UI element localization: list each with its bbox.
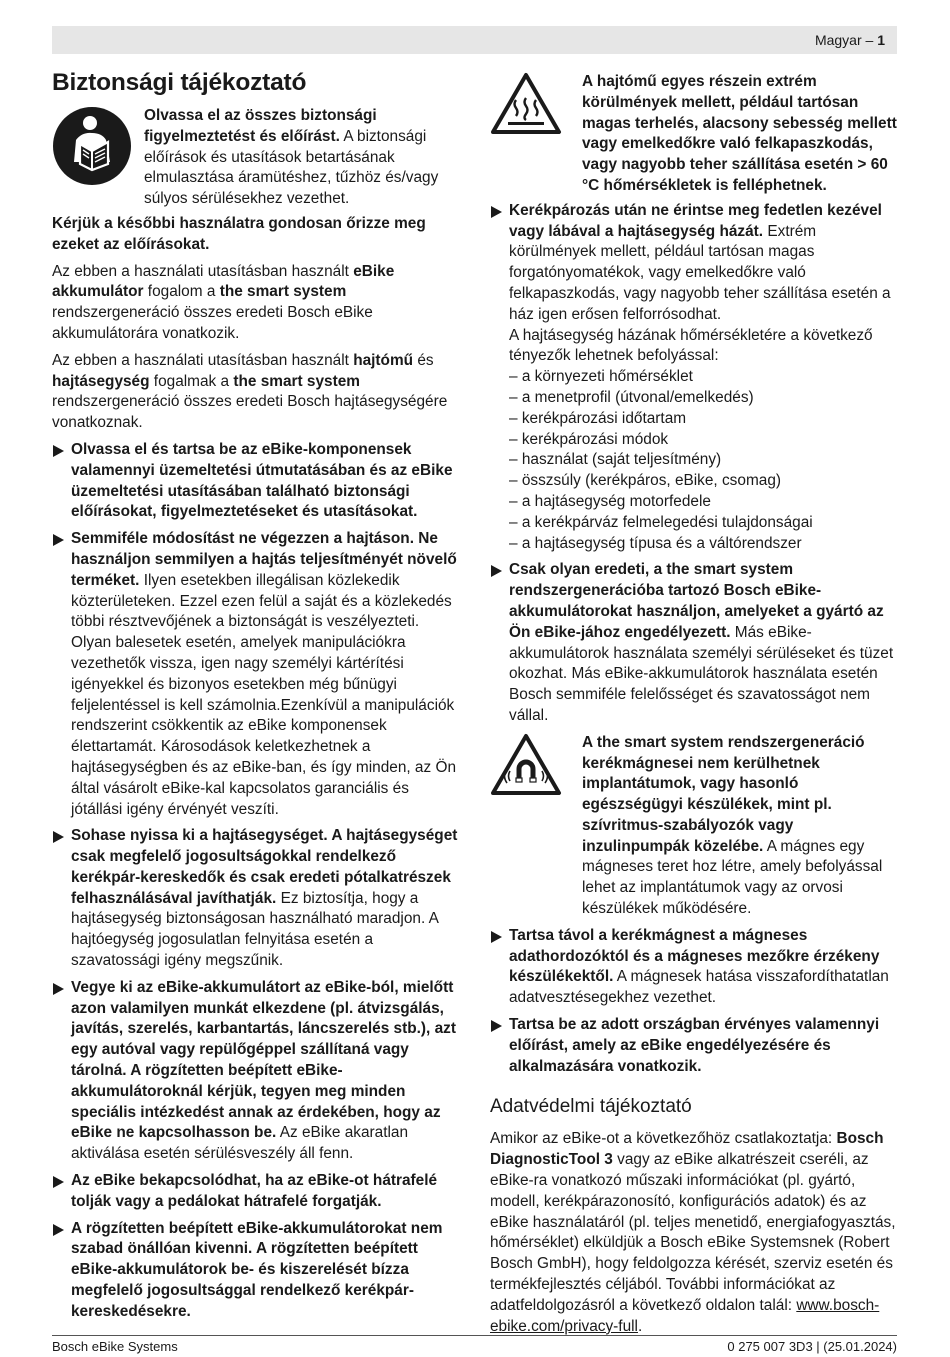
bullet-bold: Vegye ki az eBike-akkumulátort az eBike-ból, mielőtt azon valamilyen munkát elkezdene (pl. átvizsgálás, javítás, szerelés, karbantartás, láncszerelés stb.), azt egy autóval vagy repülőgéppel szállítaná vagy tárolná. A rögzítetten beépített eBike-akkumulátoroknál kérjük, tegyen meg minden speciális intézkedést annak az érdekében, hogy az eBike ne kapcsolhasson be. <box>71 978 456 1142</box>
bullet-arrow-icon <box>53 445 64 457</box>
privacy-section-title: Adatvédelmi tájékoztató <box>490 1096 692 1118</box>
page-number: 1 <box>877 32 885 48</box>
p1-text-c: fogalom a <box>143 283 220 301</box>
p2-text-a: Az ebben a használati utasításban használt <box>52 351 354 369</box>
magnet-implant-warning-icon <box>490 733 582 804</box>
magnet-warning-block <box>490 733 898 920</box>
safety-bullet <box>52 1219 458 1323</box>
p1-term-battery: eBike akkumulátor <box>52 262 395 301</box>
list-item: – a kerékpárváz felmelegedési tulajdonságai <box>509 513 813 531</box>
bullet-arrow-icon <box>491 931 502 943</box>
page-header-bar <box>52 26 897 54</box>
manual-reading-icon <box>52 106 144 193</box>
list-item: – a hajtásegység típusa és a váltórendszer <box>509 534 802 552</box>
bullet-arrow-icon <box>53 983 64 995</box>
safety-bullet <box>490 1015 898 1077</box>
magnet-warning-text <box>582 733 898 920</box>
footer-company: Bosch eBike Systems <box>52 1339 178 1354</box>
left-column <box>52 68 458 1329</box>
bullet-text: Ez biztosítja, hogy a hajtásegység biztonságosan használható maradjon. A hajtóegység jogosulatlan felnyitása esetén a szavatossági igény megszűnik. <box>71 889 439 970</box>
safety-bullet <box>52 440 458 523</box>
hot-surface-warning-text: A hajtómű egyes részein extrém körülmények mellett, például tartósan magas terhelés, alacsony sebesség mellett vagy emelkedőkre való felkapaszkodás, vagy nagyobb teher szállítása esetén > 60 °C hőmérsékletek is felléphetnek. <box>582 73 897 194</box>
magnet-warning-body: A mágnes egy mágneses teret hoz létre, amely befolyással lehet az implantátumok vagy az orvosi készülékek működésére. <box>582 837 883 918</box>
bullet-arrow-icon <box>53 1176 64 1188</box>
right-column <box>490 72 898 1343</box>
p2-text-c: és <box>413 351 434 369</box>
safety-bullet <box>52 826 458 972</box>
bullet-text: A mágnesek hatása visszafordíthatatlan adatvesztésegekhez vezethet. <box>509 968 889 1007</box>
list-item: – összsúly (kerékpáros, eBike, csomag) <box>509 472 782 490</box>
privacy-text-c: vagy az eBike alkatrészeit cseréli, az eBike-ra vonatkozó műszaki információkat (pl. gyártó, modell, kerékpárazonosító, konfigurációs adatok) és az eBike használatáról (pl. teljes menetidő, energiafogyasztás, hőmérséklet) elküldjük a Bosch eBike Systemsnek (Robert Bosch GmbH), hogy feldolgozza kérését, szerviz esetén és termékfejlesztés céljából. További információkat az adatfeldolgozásról a következő oldalon talál: <box>490 1151 896 1314</box>
page-header-text <box>815 32 885 48</box>
safety-bullet-original-battery <box>490 560 898 726</box>
privacy-tool-name: Bosch DiagnosticTool 3 <box>490 1130 884 1169</box>
page-title: Biztonsági tájékoztató <box>52 69 307 96</box>
list-item: – használat (saját teljesítmény) <box>509 451 722 469</box>
footer-document-id: 0 275 007 3D3 | (25.01.2024) <box>727 1339 897 1354</box>
bullet-bold: Tartsa be az adott országban érvényes valamennyi előírást, amely az eBike engedélyezésére és alkalmazására vonatkozik. <box>509 1016 880 1075</box>
p2-text-g: rendszergeneráció összes eredeti Bosch hajtásegységére vonatkoznak. <box>52 393 448 432</box>
header-separator: – <box>861 32 878 48</box>
bullet-bold: A rögzítetten beépített eBike-akkumulátorokat nem szabad önállóan kivenni. A rögzítetten beépített eBike-akkumulátorok be- és kiszerelését bízza megfelelő jogosultsággal rendelkező kerékpár-kereskedésekre. <box>71 1219 443 1320</box>
intro-bold: Olvassa el az összes biztonsági figyelmeztetést és előírást. <box>144 107 377 145</box>
intro-block <box>52 106 458 210</box>
keep-instructions: Kérjük a későbbi használatra gondosan őrizze meg ezeket az előírásokat. <box>52 214 426 253</box>
bullet-arrow-icon <box>491 1020 502 1032</box>
p1-text-a: Az ebben a használati utasításban használt <box>52 262 354 280</box>
hot-surface-warning-icon <box>490 72 582 143</box>
p2-term-drive-unit: hajtásegység <box>52 372 150 390</box>
list-item: – kerékpározási módok <box>509 430 669 448</box>
safety-bullet <box>52 529 458 820</box>
privacy-link[interactable]: www.bosch-ebike.com/privacy-full <box>490 1296 880 1335</box>
header-language: Magyar <box>814 32 862 48</box>
bullet-text: Ilyen esetekben illegálisan közlekedik közterületeken. Ezzel ezen felül a saját és a közlekedés többi résztvevőjének a biztonságát is veszélyezteti. Olyan balesetek esetén, amelyek manipulációkra vezethetők vissza, igen nagy személyi kártérítési igényekkel és bizonyos esetekben még bűnügyi feljelentéssel is kell számolnia.Ezenkívül a manipulációk rendszerint csökkentik az eBike komponensek élettartamát. Károsodások keletkezhetnek a hajtásegységben és az eBike-ban, és így minden, az Ön által vásárolt eBike-kal kapcsolatos garanciális és jótállási igény érvényét veszíti. <box>71 571 456 818</box>
list-item: – a környezeti hőmérséklet <box>509 368 693 386</box>
list-item: – a hajtásegység motorfedele <box>509 492 711 510</box>
bullet-arrow-icon <box>491 206 502 218</box>
hot-surface-block <box>490 72 898 197</box>
p2-term-system: the smart system <box>233 372 360 390</box>
safety-bullet-hot-housing <box>490 201 898 555</box>
bullet-bold: Az eBike bekapcsolódhat, ha az eBike-ot hátrafelé tolják vagy a pedálokat hátrafelé forgatják. <box>71 1172 438 1210</box>
bullet-arrow-icon <box>53 831 64 843</box>
privacy-text-end: . <box>637 1317 643 1335</box>
p2-term-motor: hajtómű <box>353 351 414 369</box>
intro-text <box>144 106 458 210</box>
paragraph-battery-term <box>52 262 458 345</box>
safety-bullet <box>52 1171 458 1213</box>
privacy-text-a: Amikor az eBike-ot a következőhöz csatlakoztatja: <box>490 1130 837 1148</box>
bullet-bold: Olvassa el és tartsa be az eBike-komponensek valamennyi üzemeltetési útmutatásában és az eBike üzemeltetési utasításában található biztonsági előírásokat, figyelmeztetéseket és utasításokat. <box>71 440 453 521</box>
safety-bullet <box>52 978 458 1165</box>
bullet-bold: Kerékpározás után ne érintse meg fedetlen kezével vagy lábával a hajtásegység házát. <box>509 201 882 240</box>
bullet-text: Extrém körülmények mellett, például tartósan magas forgatónyomatékok, vagy emelkedőkre való felkapaszkodás, vagy nagyobb teher szállítása esetén a ház igen erősen felforrósodhat. <box>509 222 891 323</box>
bullet-bold: Semmiféle módosítást ne végezzen a hajtáson. Ne használjon semmilyen a hajtás teljesítményét növelő terméket. <box>71 530 457 589</box>
safety-bullet <box>490 926 898 1009</box>
paragraph-drive-term <box>52 351 458 434</box>
privacy-paragraph <box>490 1129 898 1337</box>
p1-text-e: rendszergeneráció összes eredeti Bosch eBike akkumulátorára vonatkozik. <box>52 304 373 342</box>
temperature-factors-list <box>509 367 898 554</box>
bullet-bold: Csak olyan eredeti, a the smart system rendszergenerációba tartozó Bosch eBike-akkumulátorokat használjon, amelyeket a gyártó az Ön eBike-jához engedélyezett. <box>509 561 884 641</box>
magnet-warning-bold: A the smart system rendszergeneráció kerékmágnesei nem kerülhetnek implantátumok, vagy hasonló egészségügyi készülékek, mint pl. szívritmus-szabályozók vagy inzulinpumpák közelébe. <box>582 733 865 855</box>
bullet-arrow-icon <box>491 565 502 577</box>
factors-intro: A hajtásegység házának hőmérsékletére a következő tényezők lehetnek befolyással: <box>509 326 873 365</box>
bullet-bold: Tartsa távol a kerékmágnest a mágneses adathordozóktól és a mágneses mezőkre érzékeny készülékektől. <box>509 926 880 986</box>
bullet-text: Az eBike akaratlan aktiválása esetén sérülésveszély áll fenn. <box>71 1124 409 1163</box>
bullet-arrow-icon <box>53 1224 64 1236</box>
p1-term-system: the smart system <box>219 283 347 301</box>
bullet-text: Más eBike-akkumulátorok használata személyi sérüléseket és tüzet okozhat. Más eBike-akkumulátorok használata esetén Bosch semmiféle felelősséget és szavatosságot nem vállal. <box>509 623 894 724</box>
bullet-bold: Sohase nyissa ki a hajtásegységet. A hajtásegységet csak megfelelő jogosultságokkal rendelkező kerékpár-kereskedők és csak eredeti pótalkatrészek felhasználásával javíthatják. <box>71 827 458 907</box>
intro-body: A biztonsági előírások és utasítások betartásának elmulasztása áramütéshez, tűzhöz és/vagy súlyos sérülésekhez vezethet. <box>144 127 439 208</box>
list-item: – a menetprofil (útvonal/emelkedés) <box>509 388 754 406</box>
p2-text-e: fogalmak a <box>149 372 234 390</box>
bullet-arrow-icon <box>53 534 64 546</box>
list-item: – kerékpározási időtartam <box>509 409 687 427</box>
footer-divider <box>52 1335 897 1336</box>
